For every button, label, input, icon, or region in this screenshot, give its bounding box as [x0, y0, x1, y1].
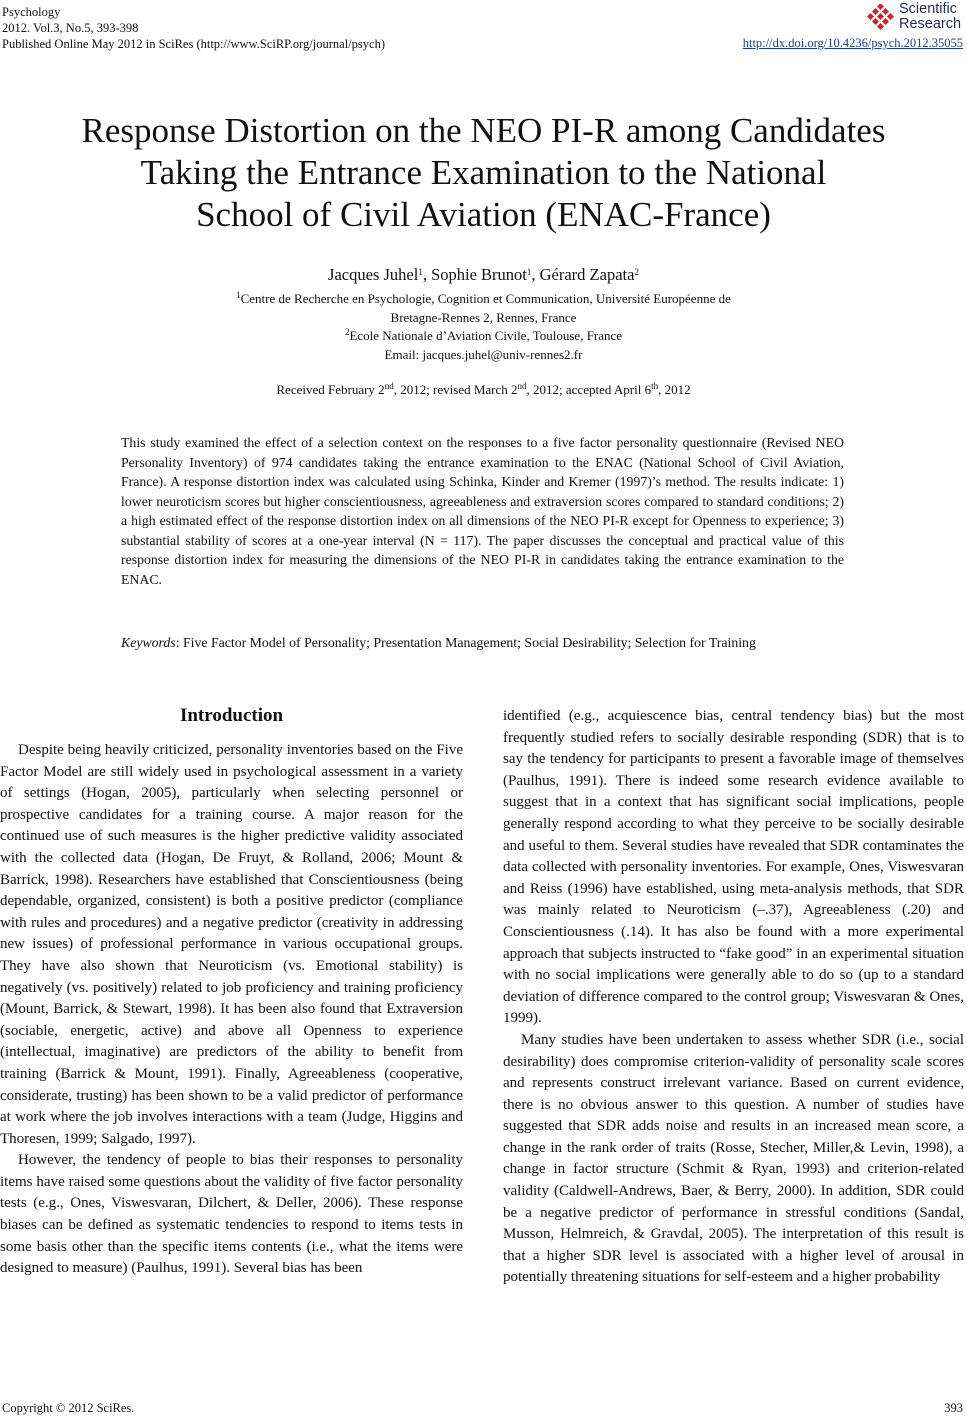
logo-line-2: Research [899, 16, 962, 32]
keywords-label: Keywords [121, 635, 176, 650]
author-2: Sophie Brunot [431, 265, 527, 284]
keywords-text: Five Factor Model of Personality; Presentation Management; Social Desirability; Selection for Training [182, 635, 756, 650]
publication-info: Published Online May 2012 in SciRes (http://www.SciRP.org/journal/psych) [2, 37, 385, 51]
author-1-affil: 1 [418, 267, 423, 277]
author-3: Gérard Zapata [539, 265, 635, 284]
paper-title [0, 110, 967, 236]
logo-diamond-icon [863, 4, 897, 34]
paragraph: Many studies have been undertaken to assess whether SDR (i.e., social desirability) does compromise criterion-validity of personality scale scores and represents construct irrelevant variance. Based on current evidence, there is no obvious answer to this question. A number of studies have suggested that SDR adds noise and results in an increased mean score, a change in the rank order of traits (Rosse, Stecher, Miller,& Levin, 1998), a change in factor structure (Schmit & Ryan, 1993) and criterion-related validity (Caldwell-Andrews, Baer, & Berry, 2000). In addition, SDR could be a negative predictor of performance in stressful conditions (Sandal, Musson, Helmreich, & Gravdal, 2005). The interpretation of this result is that a higher SDR level is associated with a higher level of arousal in potentially threatening situations for self-esteem and a higher probability [503, 1031, 964, 1286]
journal-header [2, 4, 385, 52]
left-column [0, 740, 463, 1280]
author-2-affil: 1 [526, 267, 532, 277]
affiliation-2: Ecole Nationale d’Aviation Civile, Toulouse, France [349, 328, 623, 344]
paragraph: Despite being heavily criticized, personality inventories based on the Five Factor Model are still widely used in psychological assessment in a variety of settings (Hogan, 2005), particularly when selecting personnel or prospective candidates for a training course. A major reason for the continued use of such measures is the higher predictive validity associated with the collected data (Hogan, De Fruyt, & Rolland, 2006; Mount & Barrick, 1998). Researchers have established that Conscientiousness (being dependable, organized, consistent) is both a positive predictor (compliance with rules and procedures) and a negative predictor (creativity in addressing new issues) of professional performance in various occupational groups. They have also shown that Neuroticism (vs. Emotional stability) is negatively (vs. positively) related to job proficiency and training proficiency (Mount, Barrick, & Stewart, 1998). It has been also found that Extraversion (sociable, energetic, active) and above all Openness to experience (intellectual, imaginative) are predictors of the ability to benefit from training (Barrick & Mount, 1991). Finally, Agreeableness (cooperative, considerate, trusting) has been shown to be a valid predictor of performance at work where the job involves interactions with a team (Judge, Higgins and Thoresen, 1999; Salgado, 1997). [0, 742, 463, 1147]
paragraph: However, the tendency of people to bias their responses to personality items have raised some questions about the validity of five factor personality tests (e.g., Ones, Viswesvaran, Dilchert, & Deller, 2006). These response biases can be defined as systematic tendencies to respond to items tests in some basis other than the specific items contents (i.e., what the items were designed to measure) (Paulhus, 1991). Several bias has been [0, 1152, 463, 1277]
abstract: This study examined the effect of a selection context on the responses to a five factor personality questionnaire (Revised NEO Personality Inventory) of 974 candidates taking the entrance examination to the ENAC (National School of Civil Aviation, France). A response distortion index was calculated using Schinka, Kinder and Kremer (1997)’s method. The results indicate: 1) lower neuroticism scores but higher conscientiousness, agreeableness and extraversion scores compared to standard conditions; 2) a high estimated effect of the response distortion index on all dimensions of the NEO PI-R except for Openness to experience; 3) substantial stability of scores at a one-year interval (N = 117). The paper discusses the conceptual and practical value of this response distortion index for measuring the dimensions of the NEO PI-R in candidates taking the entrance examination to the ENAC. [121, 435, 844, 587]
author-list: Jacques Juhel$^1$, Sophie Brunot$^1$, Gérard Zapata$^2$ [328, 265, 639, 284]
journal-volume: 2012. Vol.3, No.5, 393-398 [2, 21, 139, 35]
section-heading-introduction: Introduction [179, 705, 284, 726]
affiliation-1-cont: Bretagne-Rennes 2, Rennes, France [390, 309, 577, 325]
author-1: Jacques Juhel [328, 265, 419, 284]
page-number: 393 [944, 1401, 963, 1415]
title-line-2: Taking the Entrance Examination to the National [140, 153, 827, 192]
title-line-1: Response Distortion on the NEO PI-R among Candidates [81, 111, 886, 150]
title-line-3: School of Civil Aviation (ENAC-France) [196, 195, 771, 234]
logo-line-1: Scientific [899, 1, 958, 17]
scientific-research-logo [863, 2, 963, 36]
affiliations: $^1$Centre de Recherche en Psychologie, Cognition et Communication, Université Européenne de Bretagne-Rennes 2, Rennes, France $^2$Ecole Nationale d’Aviation Civile, Toulouse, France Email: jacques.juhel@univ-rennes2.fr [0, 290, 967, 365]
author-3-affil: 2 [634, 267, 639, 277]
copyright: Copyright © 2012 SciRes. [2, 1401, 135, 1415]
paragraph: identified (e.g., acquiescence bias, central tendency bias) but the most frequently studied refers to socially desirable responding (SDR) that is to say the tendency for participants to present a favorable image of themselves (Paulhus, 1991). There is indeed some research evidence available to suggest that in a context that has significant social implications, people generally respond according to what they perceive to be socially desirable and useful to them. Several studies have revealed that SDR contaminates the data collected with personality inventories. For example, Ones, Viswesvaran and Reiss (1996) have established, using meta-analysis methods, that SDR was mainly related to Neuroticism (–.37), Agreeableness (.20) and Conscientiousness (.14). It has also be found with a more experimental approach that subjects instructed to “fake good” in an experimental situation with no social implications were generally able to do so (up to a standard deviation of difference compared to the control group; Viswesvaran & Ones, 1999). [503, 708, 964, 1027]
journal-name: Psychology [2, 5, 61, 19]
logo-text [899, 2, 961, 32]
affiliation-1: Centre de Recherche en Psychologie, Cognition et Communication, Université Européenne de [240, 291, 731, 306]
doi-link[interactable]: http://dx.doi.org/10.4236/psych.2012.35055 [742, 36, 963, 50]
received-dates: Received February 2nd, 2012; revised March 2nd, 2012; accepted April 6th, 2012 [276, 381, 691, 397]
right-column [503, 706, 964, 1289]
contact-email: Email: jacques.juhel@univ-rennes2.fr [384, 347, 583, 363]
keywords: Keywords: Five Factor Model of Personality; Presentation Management; Social Desirability; Selection for Training [121, 633, 844, 653]
